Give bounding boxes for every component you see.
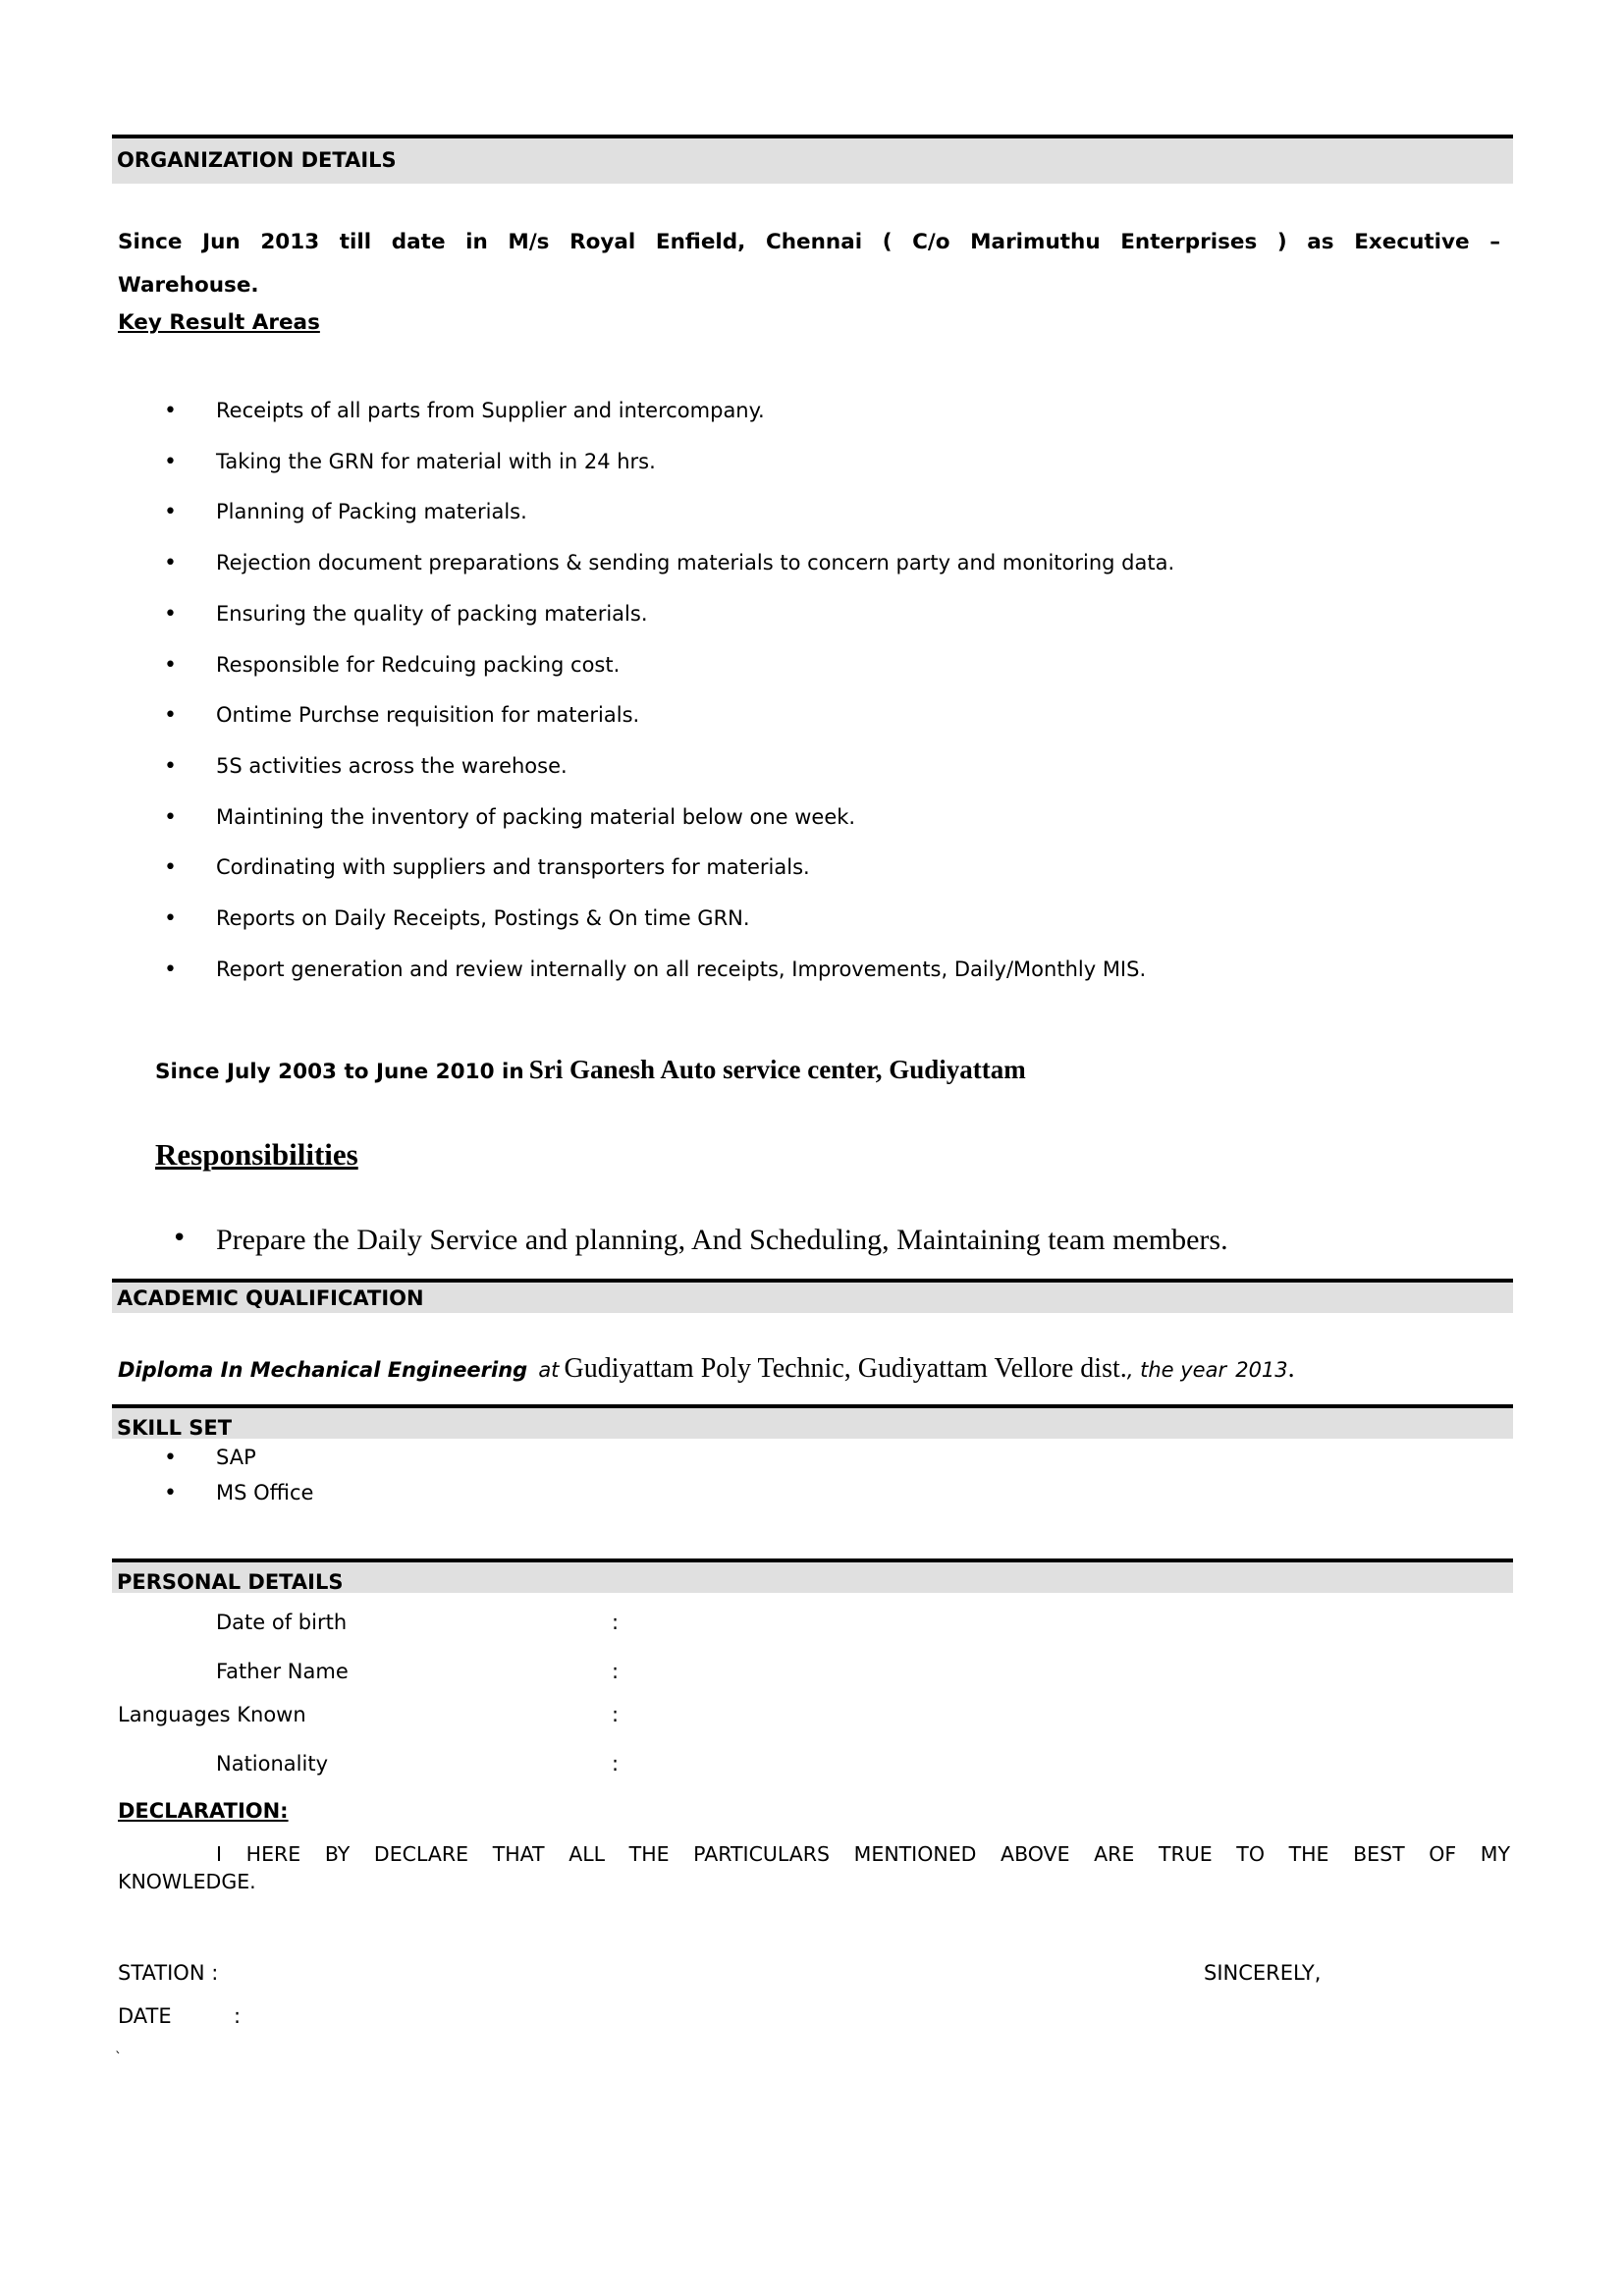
section-organization-details: [112, 135, 1513, 184]
field-label: Father Name: [216, 1660, 349, 1683]
bullet-icon: •: [164, 1481, 177, 1505]
date-label: DATE: [118, 2004, 172, 2028]
current-job-line2: Warehouse.: [118, 273, 259, 298]
declaration-text-line2: KNOWLEDGE.: [118, 1870, 256, 1893]
institution: Gudiyattam Poly Technic, Gudiyattam Vellore dist.: [564, 1353, 1127, 1384]
previous-job-company: Sri Ganesh Auto service center, Gudiyattam: [528, 1055, 1026, 1084]
end-period: .: [1287, 1353, 1295, 1384]
section-title: ORGANIZATION DETAILS: [117, 148, 397, 172]
bullet-icon: •: [164, 450, 177, 474]
stray-mark: `: [115, 2050, 122, 2066]
field-separator: :: [612, 1752, 620, 1776]
degree: Diploma In Mechanical Engineering: [118, 1358, 528, 1382]
bullet-icon: •: [164, 602, 177, 627]
year: 2013: [1235, 1358, 1288, 1382]
field-separator: :: [612, 1611, 620, 1634]
responsibility-text: Prepare the Daily Service and planning, And Scheduling, Maintaining team members.: [216, 1224, 1228, 1256]
bullet-icon: •: [164, 906, 177, 931]
date-separator: :: [234, 2004, 242, 2028]
bullet-icon: •: [164, 957, 177, 982]
current-job-line1: Since Jun 2013 till date in M/s Royal Enfield, Chennai ( C/o Marimuthu Enterprises ) as Executive –: [118, 230, 1500, 254]
section-title: SKILL SET: [117, 1416, 233, 1440]
closing-signoff: SINCERELY,: [1204, 1961, 1322, 1985]
list-item: [0, 1224, 1624, 1259]
field-separator: :: [612, 1703, 620, 1726]
section-academic-qualification: [112, 1279, 1513, 1313]
bullet-icon: •: [164, 551, 177, 575]
academic-entry: [118, 1353, 1295, 1385]
previous-job-heading: [155, 1055, 1026, 1085]
bullet-icon: •: [164, 754, 177, 779]
bullet-icon: •: [164, 653, 177, 678]
responsibilities-heading: Responsibilities: [155, 1137, 358, 1172]
section-title: PERSONAL DETAILS: [117, 1570, 344, 1594]
bullet-icon: •: [172, 1224, 188, 1253]
field-label: Date of birth: [216, 1611, 348, 1634]
at-label: at: [538, 1358, 560, 1382]
bullet-icon: •: [164, 855, 177, 880]
bullet-icon: •: [164, 500, 177, 524]
field-separator: :: [612, 1660, 620, 1683]
bullet-icon: •: [164, 399, 177, 423]
declaration-heading: DECLARATION:: [118, 1799, 289, 1823]
previous-job-period: Since July 2003 to June 2010 in: [155, 1060, 524, 1084]
kra-heading: Key Result Areas: [118, 310, 320, 335]
station-label: STATION :: [118, 1961, 219, 1985]
section-personal-details: [112, 1558, 1513, 1593]
field-label: Nationality: [216, 1752, 329, 1776]
bullet-icon: •: [164, 805, 177, 830]
bullet-icon: •: [164, 703, 177, 728]
year-prefix: , the year: [1126, 1358, 1227, 1382]
bullet-icon: •: [164, 1446, 177, 1470]
declaration-text-line1: I HERE BY DECLARE THAT ALL THE PARTICULARS MENTIONED ABOVE ARE TRUE TO THE BEST OF MY: [216, 1842, 1510, 1866]
field-label: Languages Known: [118, 1703, 306, 1726]
section-skill-set: [112, 1404, 1513, 1439]
section-title: ACADEMIC QUALIFICATION: [117, 1286, 424, 1310]
